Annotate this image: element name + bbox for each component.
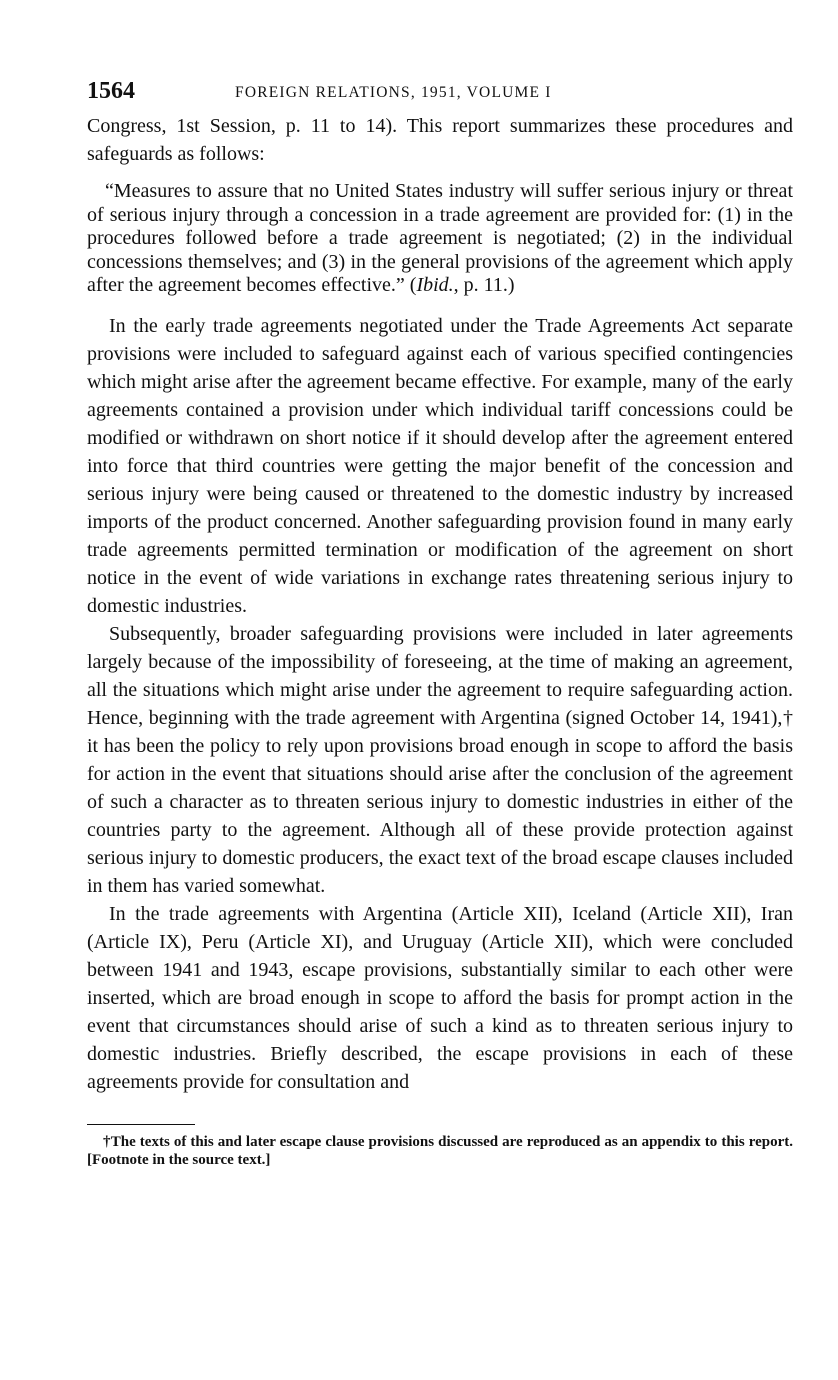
paragraph-broader-provisions: Subsequently, broader safeguarding provisions were included in later agreements largely because of the impossibility of foreseeing, at the time of making an agreement, all the situations which might arise under the agreement to require safeguarding action. Hence, beginning with the trade agreement with Argentina (signed October 14, 1941),† it has been the policy to rely upon provisions broad enough in scope to afford the basis for action in the event that situations should arise after the conclusion of the agreement of such a character as to threaten serious injury to domestic industries in either of the countries party to the agreement. Although all of these provide protection against serious injury to domestic producers, the exact text of the broad escape clauses included in them has varied somewhat. bbox=[87, 622, 793, 897]
document-page bbox=[87, 78, 793, 1169]
footnote: †The texts of this and later escape clause provisions discussed are reproduced as an appendix to this report. [Footnote in the source text.] bbox=[87, 1133, 793, 1168]
footnote-divider bbox=[87, 1124, 195, 1125]
quote-ibid: Ibid. bbox=[416, 274, 454, 296]
paragraph-intro: Congress, 1st Session, p. 11 to 14). This report summarizes these procedures and safeguards as follows: bbox=[87, 115, 793, 165]
page-header bbox=[87, 78, 793, 112]
paragraph-early-agreements: In the early trade agreements negotiated under the Trade Agreements Act separate provisions were included to safeguard against each of various specified contingencies which might arise after the agreement became effective. For example, many of the early agreements contained a provision under which individual tariff concessions could be modified or withdrawn on short notice if it should develop after the agreement entered into force that third countries were getting the major benefit of the concession and serious injury were being caused or threatened to the domestic industry by increased imports of the product concerned. Another safeguarding provision found in many early trade agreements permitted termination or modification of the agreement on short notice in the event of wide variations in exchange rates threatening serious injury to domestic industries. bbox=[87, 314, 793, 617]
paragraph-escape-provisions: In the trade agreements with Argentina (Article XII), Iceland (Article XII), Iran (Article IX), Peru (Article XI), and Uruguay (Article XII), which were concluded between 1941 and 1943, escape provisions, substantially similar to each other were inserted, which are broad enough in scope to afford the basis for prompt action in the event that circumstances should arise of such a kind as to threaten serious injury to domestic industries. Briefly described, the escape provisions in each of these agreements provide for consultation and bbox=[87, 902, 793, 1093]
quote-text: “Measures to assure that no United States industry will suffer serious injury or threat of serious injury through a concession in a trade agreement are provided for: (1) in the procedures followed before a trade agreement is negotiated; (2) in the individual concessions themselves; and (3) in the general provisions of the agreement which apply after the agreement becomes effective.” ( bbox=[87, 180, 793, 296]
running-head: FOREIGN RELATIONS, 1951, VOLUME I bbox=[235, 84, 552, 101]
quote-citation-end: , p. 11.) bbox=[453, 274, 515, 296]
block-quote bbox=[87, 180, 793, 298]
page-number: 1564 bbox=[87, 78, 135, 104]
